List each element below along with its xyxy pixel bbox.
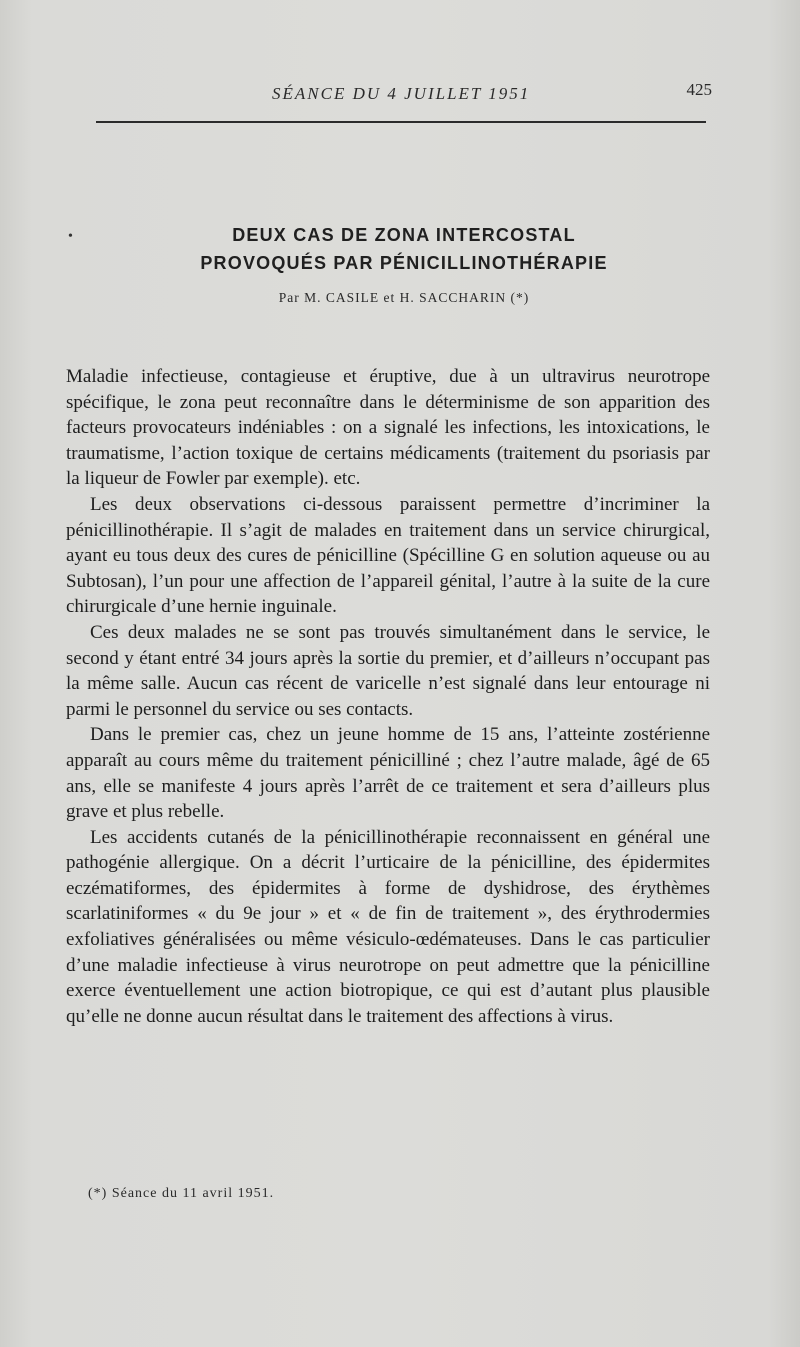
paragraph-4: Dans le premier cas, chez un jeune homme de 15 ans, l’atteinte zostérienne apparaît au cours même du traitement pénicilliné ; chez l’autre malade, âgé de 65 ans, elle se manifeste 4 jours après l’arrêt de ce traitement et sera d’ailleurs plus grave et plus rebelle.: [66, 724, 710, 823]
page-header: [96, 80, 712, 108]
title-line-2: PROVOQUÉS PAR PÉNICILLINOTHÉRAPIE: [200, 253, 608, 273]
article-title: [96, 221, 712, 277]
paragraph-5: Les accidents cutanés de la pénicillinothérapie reconnaissent en général une pathogénie allergique. On a décrit l’urticaire de la pénicilline, des épidermites eczématiformes, des épidermites à forme de dyshidrose, des érythèmes scarlatiniformes « du 9e jour » et « de fin de traitement », des érythrodermies exfoliatives généralisées ou même vésiculo-œdémateuses. Dans le cas particulier d’une maladie infectieuse à virus neurotrope on peut admettre que la pénicilline exerce éventuellement une action biotropique, ce qui est d’autant plus plausible qu’elle ne donne aucun résultat dans le traitement des affections à virus.: [66, 826, 710, 1027]
paragraph-3: Ces deux malades ne se sont pas trouvés simultanément dans le service, le second y étant entré 34 jours après la sortie du premier, et d’ailleurs n’occupant pas la même salle. Aucun cas récent de varicelle n’est signalé dans leur entourage ni parmi le personnel du service ou ses contacts.: [66, 621, 710, 720]
title-line-1: DEUX CAS DE ZONA INTERCOSTAL: [232, 225, 576, 245]
margin-bullet: •: [68, 229, 73, 244]
article-body: [66, 364, 710, 1029]
paragraph-2: Les deux observations ci-dessous paraissent permettre d’incriminer la pénicillinothérapie. Il s’agit de malades en traitement dans un service chirurgical, ayant eu tous deux des cures de pénicilline (Spécilline G en solution aqueuse ou au Subtosan), l’un pour une affection de l’appareil génital, l’autre à la suite de la cure chirurgicale d’une hernie inguinale.: [66, 493, 710, 618]
footnote: (*) Séance du 11 avril 1951.: [88, 1186, 275, 1201]
paragraph-1: Maladie infectieuse, contagieuse et éruptive, due à un ultravirus neurotrope spécifique, le zona peut reconnaître dans le déterminisme de son apparition des facteurs provocateurs indéniables : on a signalé les infections, les intoxications, le traumatisme, l’action toxique de certains médicaments (traitement du psoriasis par la liqueur de Fowler par exemple). etc.: [66, 366, 710, 490]
article-authors: Par M. CASILE et H. SACCHARIN (*): [278, 290, 530, 305]
running-title: SÉANCE DU 4 JUILLET 1951: [272, 84, 531, 103]
page-number: 425: [686, 80, 712, 99]
header-rule: [96, 121, 706, 123]
